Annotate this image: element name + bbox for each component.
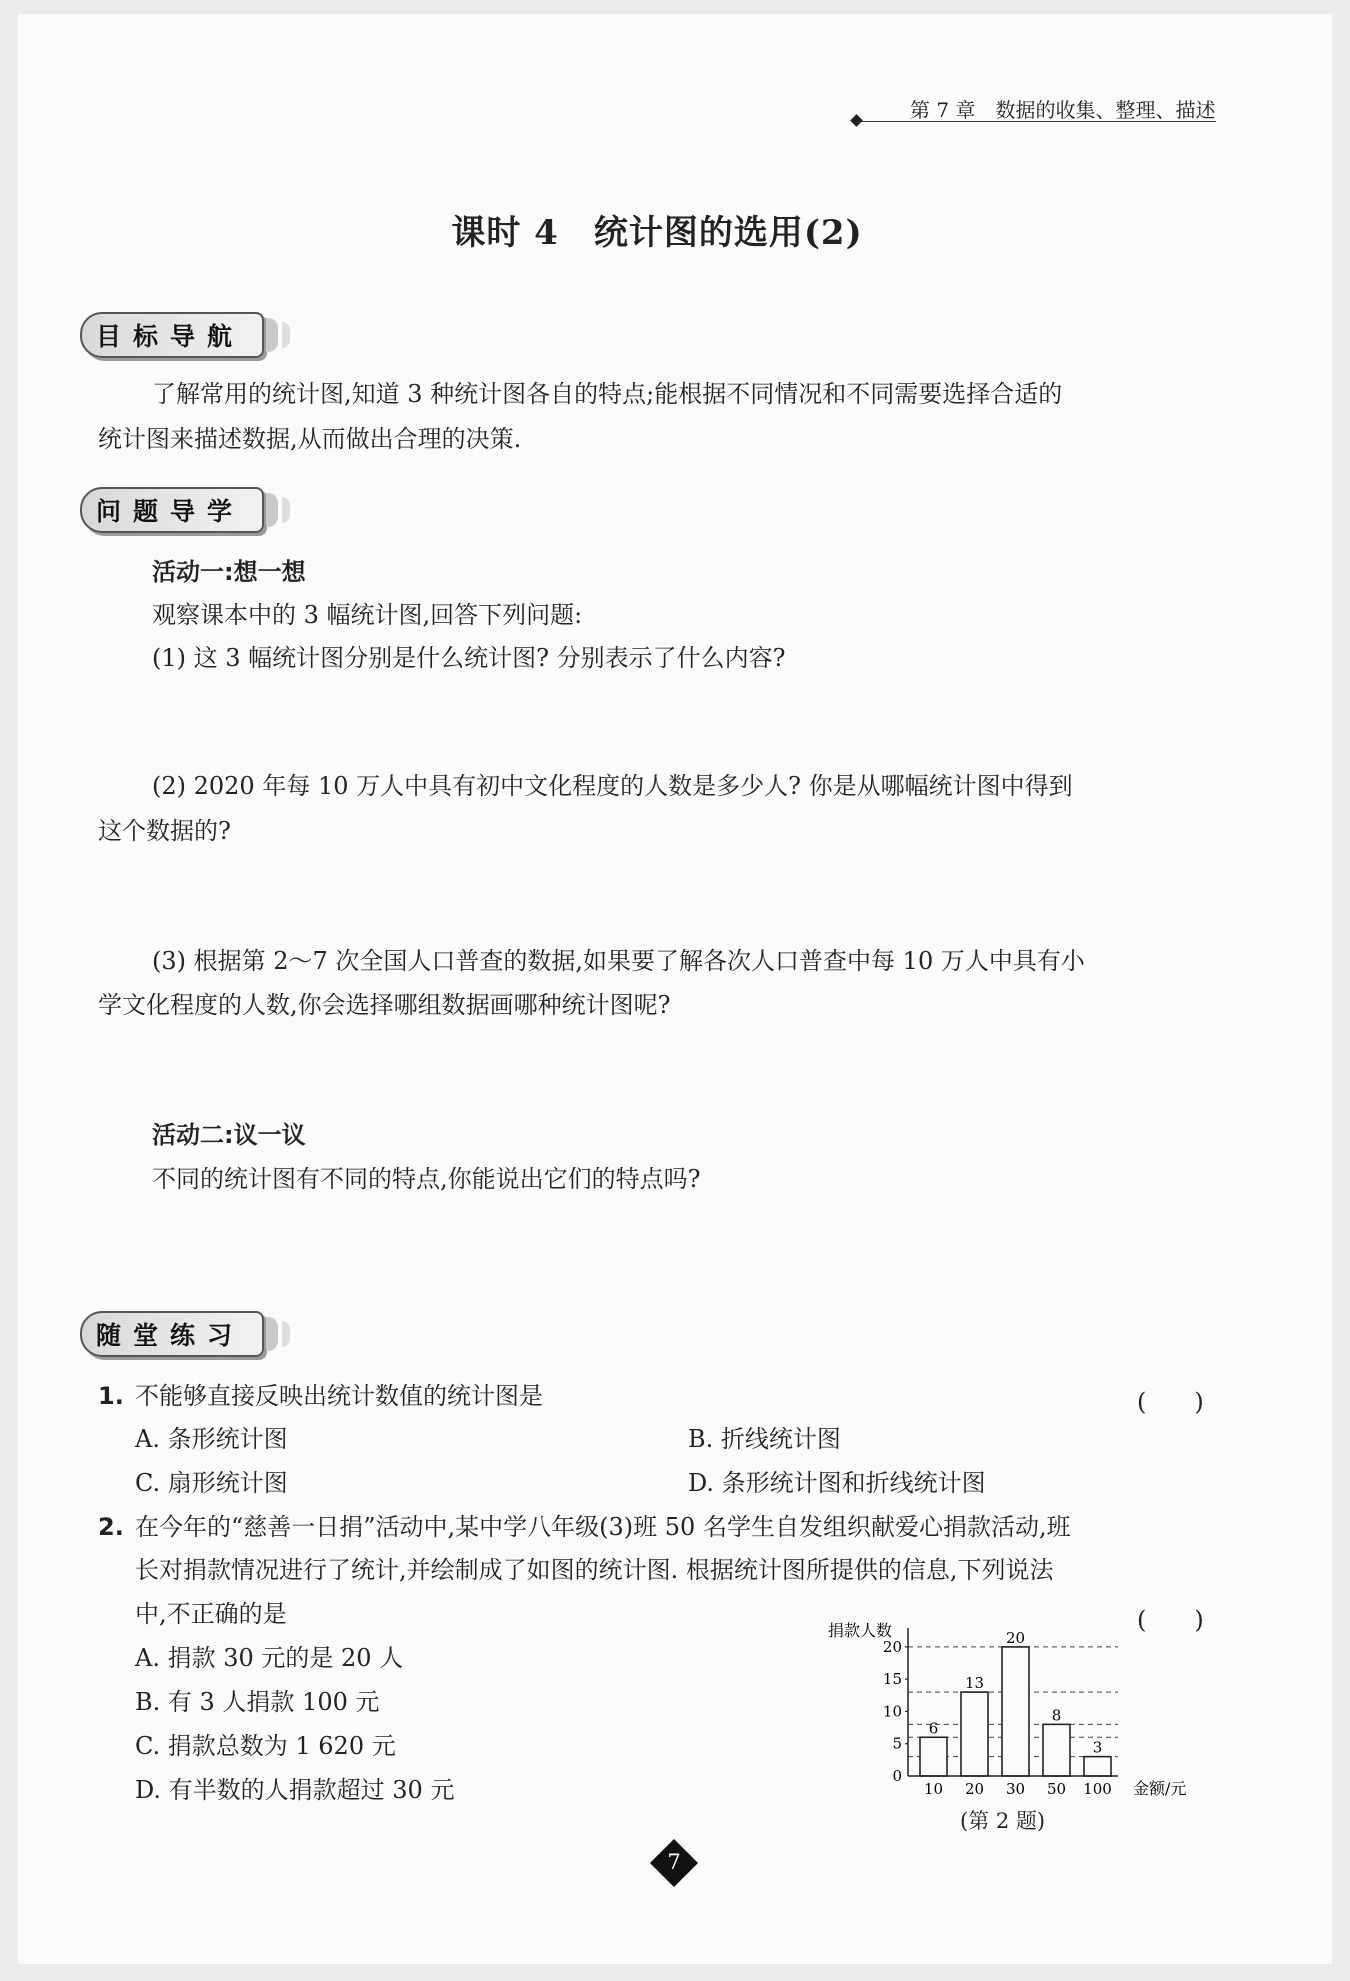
bar (920, 1737, 947, 1776)
exercise-1-option-d: D. 条形统计图和折线统计图 (688, 1469, 986, 1497)
bar (961, 1692, 988, 1776)
section-label-guided: 问题导学 (96, 497, 245, 526)
exercise-2-option-b: B. 有 3 人捐款 100 元 (135, 1688, 380, 1716)
activity1-intro: 观察课本中的 3 幅统计图,回答下列问题: (152, 601, 583, 629)
bar-value-label: 8 (1051, 1706, 1062, 1725)
x-axis-label: 金额/元 (1133, 1779, 1187, 1798)
page-title: 课时 4 统计图的选用(2) (451, 213, 863, 253)
activity1-q2-line2: 这个数据的? (98, 817, 231, 845)
exercise-1-answer-blank: ( ) (1137, 1388, 1204, 1416)
section-tag-goal (80, 312, 292, 358)
bar (1002, 1647, 1029, 1776)
chart-caption: (第 2 题) (960, 1809, 1046, 1833)
y-tick-label: 20 (882, 1637, 902, 1656)
section-label-goal: 目标导航 (96, 322, 245, 351)
x-tick-label: 20 (964, 1780, 985, 1798)
y-tick-label: 0 (892, 1767, 902, 1785)
bar (1043, 1724, 1070, 1776)
page-number: 7 (667, 1850, 681, 1874)
exercise-1-option-a: A. 条形统计图 (135, 1425, 288, 1453)
exercise-2-option-a: A. 捐款 30 元的是 20 人 (135, 1644, 404, 1672)
bar (1084, 1757, 1111, 1776)
chapter-header: 第 7 章 数据的收集、整理、描述 (910, 98, 1216, 122)
activity1-q3-line1: (3) 根据第 2～7 次全国人口普查的数据,如果要了解各次人口普查中每 10 万人中具有小 (152, 947, 1085, 975)
exercise-1-number: 1. (98, 1382, 124, 1410)
y-tick-label: 15 (882, 1670, 902, 1689)
x-tick-label: 100 (1083, 1780, 1112, 1798)
exercise-1-option-b: B. 折线统计图 (688, 1425, 841, 1453)
goal-line-1: 了解常用的统计图,知道 3 种统计图各自的特点;能根据不同情况和不同需要选择合适的 (152, 380, 1063, 408)
activity2-text: 不同的统计图有不同的特点,你能说出它们的特点吗? (152, 1165, 701, 1193)
exercise-2-option-d: D. 有半数的人捐款超过 30 元 (135, 1776, 455, 1804)
exercise-1-stem: 不能够直接反映出统计数值的统计图是 (135, 1382, 543, 1410)
section-tag-practice (80, 1311, 292, 1357)
exercise-2-option-c: C. 捐款总数为 1 620 元 (135, 1732, 396, 1760)
activity1-heading: 活动一:想一想 (152, 558, 306, 586)
activity1-q2-line1: (2) 2020 年每 10 万人中具有初中文化程度的人数是多少人? 你是从哪幅统计图中得到 (152, 772, 1073, 800)
exercise-1-option-c: C. 扇形统计图 (135, 1469, 288, 1497)
exercise-2-line-1: 在今年的“慈善一日捐”活动中,某中学八年级(3)班 50 名学生自发组织献爱心捐款活动,班 (135, 1513, 1071, 1541)
exercise-2-line-3: 中,不正确的是 (135, 1600, 287, 1628)
x-tick-label: 10 (923, 1780, 944, 1798)
bar-value-label: 3 (1092, 1738, 1103, 1757)
exercise-2-line-2: 长对捐款情况进行了统计,并绘制成了如图的统计图. 根据统计图所提供的信息,下列说法 (135, 1556, 1054, 1584)
x-tick-label: 30 (1005, 1780, 1026, 1798)
bar-value-label: 6 (928, 1719, 939, 1738)
section-tag-guided (80, 487, 292, 533)
exercise-2-answer-blank: ( ) (1137, 1606, 1204, 1634)
header-rule (860, 121, 1216, 122)
goal-line-2: 统计图来描述数据,从而做出合理的决策. (98, 425, 522, 453)
y-tick-label: 5 (892, 1734, 902, 1753)
activity1-q1: (1) 这 3 幅统计图分别是什么统计图? 分别表示了什么内容? (152, 644, 786, 672)
exercise-2-number: 2. (98, 1513, 124, 1541)
section-label-practice: 随堂练习 (96, 1321, 245, 1350)
y-tick-label: 10 (882, 1702, 902, 1721)
x-tick-label: 50 (1046, 1780, 1067, 1798)
page-number-badge (652, 1841, 696, 1885)
activity1-q3-line2: 学文化程度的人数,你会选择哪组数据画哪种统计图呢? (98, 991, 671, 1019)
bar-value-label: 20 (1005, 1628, 1026, 1647)
y-axis-label: 捐款人数 (828, 1621, 893, 1640)
bar-value-label: 13 (964, 1674, 985, 1693)
activity2-heading: 活动二:议一议 (152, 1121, 306, 1149)
